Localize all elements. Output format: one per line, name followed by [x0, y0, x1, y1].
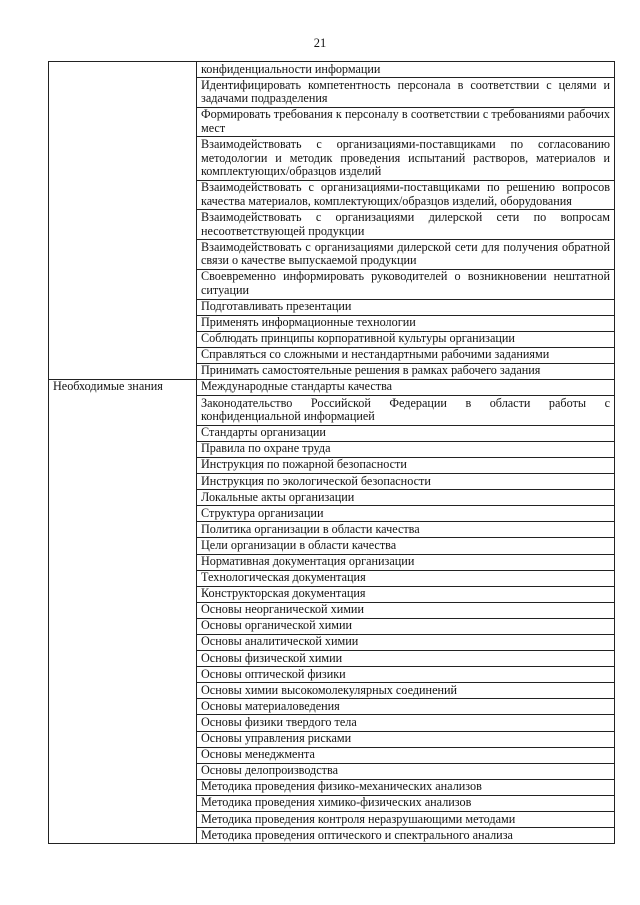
- knowledge-item: Основы химии высокомолекулярных соединений: [197, 683, 615, 699]
- knowledge-item: Инструкция по экологической безопасности: [197, 474, 615, 490]
- knowledge-item: Основы аналитической химии: [197, 634, 615, 650]
- knowledge-item: Методика проведения оптического и спектрального анализа: [197, 828, 615, 844]
- skill-item: конфиденциальности информации: [197, 62, 615, 78]
- knowledge-item: Основы управления рисками: [197, 731, 615, 747]
- skill-item: Принимать самостоятельные решения в рамках рабочего задания: [197, 363, 615, 379]
- knowledge-item: Основы физики твердого тела: [197, 715, 615, 731]
- knowledge-item: Технологическая документация: [197, 570, 615, 586]
- table-row: [49, 379, 615, 395]
- knowledge-item: Структура организации: [197, 506, 615, 522]
- knowledge-item: Политика организации в области качества: [197, 522, 615, 538]
- skill-item: Взаимодействовать с организациями дилерской сети по вопросам несоответствующей продукции: [197, 210, 615, 240]
- knowledge-item: Конструкторская документация: [197, 586, 615, 602]
- skill-item: Подготавливать презентации: [197, 299, 615, 315]
- skill-item: Взаимодействовать с организациями дилерской сети для получения обратной связи о качестве выпускаемой продукции: [197, 240, 615, 270]
- skill-item: Своевременно информировать руководителей о возникновении нештатной ситуации: [197, 269, 615, 299]
- skill-item: Соблюдать принципы корпоративной культуры организации: [197, 331, 615, 347]
- knowledge-label-cell: Необходимые знания: [49, 379, 197, 843]
- skill-item: Формировать требования к персоналу в соответствии с требованиями рабочих мест: [197, 107, 615, 137]
- knowledge-item: Основы неорганической химии: [197, 602, 615, 618]
- knowledge-item: Основы материаловедения: [197, 699, 615, 715]
- knowledge-item: Методика проведения физико-механических анализов: [197, 779, 615, 795]
- skill-item: Взаимодействовать с организациями-поставщиками по решению вопросов качества материалов, комплектующих/образцов изделий, оборудования: [197, 180, 615, 210]
- skill-item: Идентифицировать компетентность персонала в соответствии с целями и задачами подразделения: [197, 78, 615, 108]
- knowledge-item: Инструкция по пожарной безопасности: [197, 457, 615, 473]
- skill-item: Справляться со сложными и нестандартными рабочими заданиями: [197, 347, 615, 363]
- skill-label-cell: [49, 62, 197, 380]
- knowledge-item: Локальные акты организации: [197, 490, 615, 506]
- table-row: [49, 62, 615, 78]
- knowledge-item: Законодательство Российской Федерации в области работы с конфиденциальной информацией: [197, 396, 615, 426]
- knowledge-item: Правила по охране труда: [197, 441, 615, 457]
- skill-item: Применять информационные технологии: [197, 315, 615, 331]
- knowledge-item: Методика проведения химико-физических анализов: [197, 795, 615, 811]
- requirements-table: [48, 61, 615, 844]
- skill-item: Взаимодействовать с организациями-поставщиками по согласованию методологии и методик проведения испытаний растворов, материалов и комплектующих/образцов изделий: [197, 137, 615, 180]
- knowledge-item: Цели организации в области качества: [197, 538, 615, 554]
- page-number: 21: [313, 36, 327, 50]
- knowledge-item: Основы физической химии: [197, 651, 615, 667]
- knowledge-item: Основы оптической физики: [197, 667, 615, 683]
- knowledge-item: Международные стандарты качества: [197, 379, 615, 395]
- requirements-table-body: [49, 62, 615, 844]
- knowledge-item: Основы органической химии: [197, 618, 615, 634]
- knowledge-item: Основы делопроизводства: [197, 763, 615, 779]
- knowledge-item: Стандарты организации: [197, 425, 615, 441]
- knowledge-item: Основы менеджмента: [197, 747, 615, 763]
- knowledge-item: Методика проведения контроля неразрушающими методами: [197, 812, 615, 828]
- knowledge-item: Нормативная документация организации: [197, 554, 615, 570]
